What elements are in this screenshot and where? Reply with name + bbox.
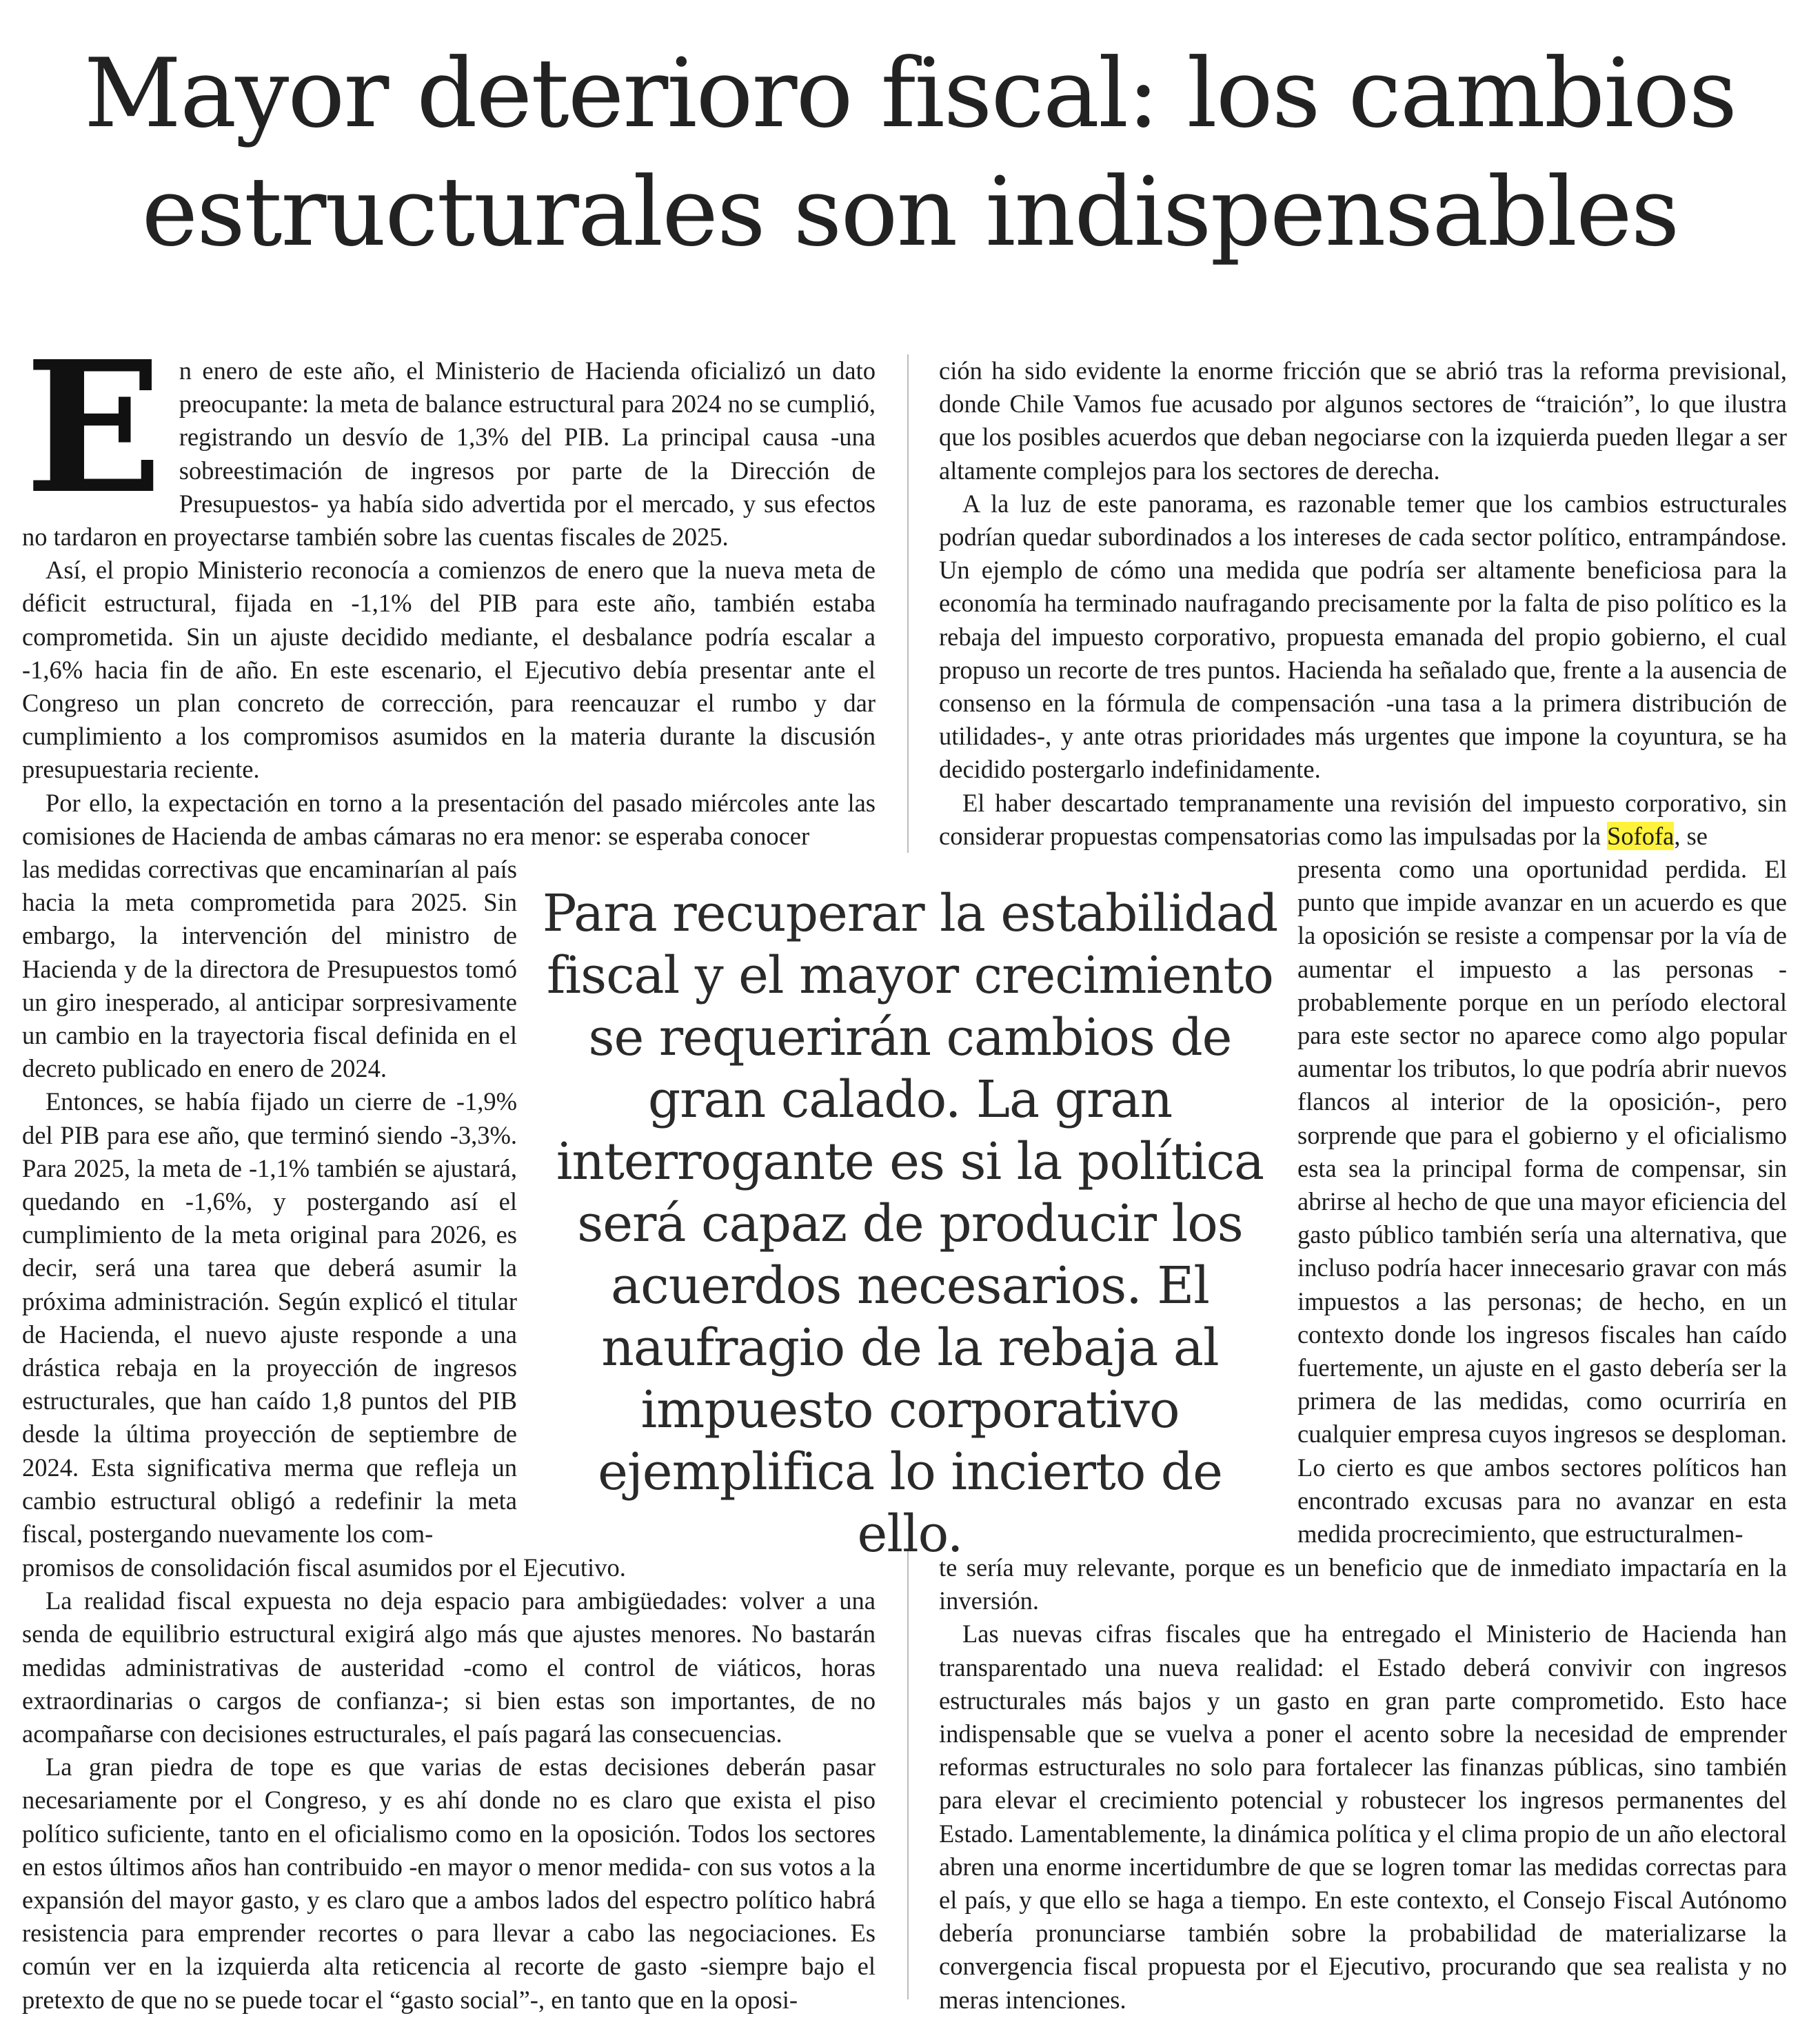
paragraph-text: , se bbox=[1674, 821, 1708, 850]
column-divider bbox=[907, 1551, 909, 1999]
headline: Mayor deterioro fiscal: los cambios estructurales son indispensables bbox=[83, 38, 1737, 268]
article-column-left-top bbox=[22, 321, 876, 853]
paragraph: ción ha sido evidente la enorme fricción que se abrió tras la reforma previsional, donde Chile Vamos fue acusado por algunos sectores de “traición”, lo que ilustra que los posibles acuerdos que deban negociarse con la izquierda pueden llegar a ser altamente complejos para los sectores de derecha. bbox=[939, 356, 1787, 485]
article-column-left-mid bbox=[22, 853, 517, 1551]
paragraph: promisos de consolidación fiscal asumidos por el Ejecutivo. bbox=[22, 1553, 626, 1582]
paragraph: La realidad fiscal expuesta no deja espacio para ambigüedades: volver a una senda de equilibrio estructural exigirá algo más que ajustes menores. No bastarán medidas administrativas de austeridad -como el control de viáticos, horas extraordinarias o cargos de confianza-; si bien estas son importantes, de no acompañarse con decisiones estructurales, el país pagará las consecuencias. bbox=[22, 1586, 876, 1748]
paragraph: Por ello, la expectación en torno a la presentación del pasado miércoles ante las comisiones de Hacienda de ambas cámaras no era menor: se esperaba conocer bbox=[22, 788, 876, 850]
paragraph: presenta como una oportunidad perdida. El punto que impide avanzar en un acuerdo es que la oposición se resiste a compensar por la vía de aumentar el impuesto a las personas -probablemente porque en un período electoral para este sector no aparece como algo popular aumentar los tributos, lo que podría abrir nuevos flancos al interior de la oposición-, pero sorprende que para el gobierno y el oficialismo esta sea la principal forma de compensar, sin abrirse al hecho de que una mayor eficiencia del gasto público también sería una alternativa, que incluso podría hacer innecesario gravar con más impuestos a las personas; de hecho, en un contexto donde los ingresos fiscales han caído fuertemente, un ajuste en el gasto debería ser la primera de las medidas, como ocurriría en cualquier empresa cuyos ingresos se desploman. Lo cierto es que ambos sectores políticos han encontrado excusas para no avanzar en esta medida procrecimiento, que estructuralmen- bbox=[1297, 855, 1787, 1548]
article-column-right-top bbox=[939, 354, 1787, 853]
highlighted-term: Sofofa bbox=[1607, 821, 1675, 850]
article-column-right-bottom bbox=[939, 1551, 1787, 2017]
drop-cap: E bbox=[25, 321, 163, 534]
paragraph-text: n enero de este año, el Ministerio de Hacienda oficializó un dato preocupante: la meta de balance estructural para 2024 no se cumplió, registrando un desvío de 1,3% del PIB. La principal causa -una sobreestimación de ingresos por parte de la Dirección de Presupuestos- ya había sido advertida por el mercado, y sus efectos no tardaron en proyectarse también sobre las cuentas fiscales de 2025. bbox=[22, 356, 876, 552]
paragraph: La gran piedra de tope es que varias de estas decisiones deberán pasar necesariamente por el Congreso, y es ahí donde no es claro que exista el piso político suficiente, tanto en el oficialismo como en la oposición. Todos los sectores en estos últimos años han contribuido -en mayor o menor medida- con sus votos a la expansión del mayor gasto, y es claro que a ambos lados del espectro político habrá resistencia para emprender recortes o para llevar a cabo las negociaciones. Es común ver en la izquierda alta reticencia al recorte de gasto -siempre bajo el pretexto de que no se puede tocar el “gasto social”-, en tanto que en la oposi- bbox=[22, 1753, 876, 2014]
article-column-left-bottom bbox=[22, 1551, 876, 2017]
column-divider bbox=[907, 354, 909, 853]
paragraph bbox=[939, 787, 1787, 853]
paragraph: las medidas correctivas que encaminarían al país hacia la meta comprometida para 2025. Sin embargo, la intervención del ministro de Hacienda y de la directora de Presupuestos tomó un giro inesperado, al anticipar sorpresivamente un cambio en la trayectoria fiscal definida en el decreto publicado en enero de 2024. bbox=[22, 855, 517, 1083]
article-column-right-mid bbox=[1297, 853, 1787, 1551]
pull-quote: Para recuperar la estabilidad fiscal y el mayor crecimiento se requerirán cambios de gran calado. La gran interrogante es si la política será capaz de producir los acuerdos necesarios. El naufragio de la rebaja al impuesto corporativo ejemplifica lo incierto de ello. bbox=[542, 884, 1278, 1564]
paragraph: Entonces, se había fijado un cierre de -1,9% del PIB para ese año, que terminó siendo -3,3%. Para 2025, la meta de -1,1% también se ajustará, quedando en -1,6%, y postergando así el cumplimiento de la meta original para 2026, es decir, será una tarea que deberá asumir la próxima administración. Según explicó el titular de Hacienda, el nuevo ajuste responde a una drástica rebaja en la proyección de ingresos estructurales, que han caído 1,8 puntos del PIB desde la última proyección de septiembre de 2024. Esta significativa merma que refleja un cambio estructural obligó a redefinir la meta fiscal, postergando nuevamente los com- bbox=[22, 1087, 517, 1548]
paragraph: A la luz de este panorama, es razonable temer que los cambios estructurales podrían quedar subordinados a los intereses de cada sector político, entrampándose. Un ejemplo de cómo una medida que podría ser altamente beneficiosa para la economía ha terminado naufragando precisamente por la falta de piso político es la rebaja del impuesto corporativo, propuesta emanada del propio gobierno, el cual propuso un recorte de tres puntos. Hacienda ha señalado que, frente a la ausencia de consenso en la fórmula de compensación -una tasa a la primera distribución de utilidades-, y ante otras prioridades más urgentes que impone la coyuntura, se ha decidido postergarlo indefinidamente. bbox=[939, 489, 1787, 784]
paragraph: Así, el propio Ministerio reconocía a comienzos de enero que la nueva meta de déficit estructural, fijada en -1,1% del PIB para este año, también estaba comprometida. Sin un ajuste decidido mediante, el desbalance podría escalar a -1,6% hacia fin de año. En este escenario, el Ejecutivo debía presentar ante el Congreso un plan concreto de corrección, para reencauzar el rumbo y dar cumplimiento a los compromisos asumidos en la materia durante la discusión presupuestaria reciente. bbox=[22, 556, 876, 784]
paragraph: te sería muy relevante, porque es un beneficio que de inmediato impactaría en la inversión. bbox=[939, 1553, 1787, 1615]
paragraph: Las nuevas cifras fiscales que ha entregado el Ministerio de Hacienda han transparentado una nueva realidad: el Estado deberá convivir con ingresos estructurales más bajos y un gasto en gran parte comprometido. Esto hace indispensable que se vuelva a poner el acento sobre la necesidad de emprender reformas estructurales no solo para fortalecer las finanzas públicas, sino también para elevar el crecimiento potencial y robustecer los ingresos permanentes del Estado. Lamentablemente, la dinámica política y el clima propio de un año electoral abren una enorme incertidumbre de que se logren tomar las medidas correctas para el país, y que ello se haga a tiempo. En este contexto, el Consejo Fiscal Autónomo debería pronunciarse también sobre la probabilidad de materializarse la convergencia fiscal propuesta por el Ejecutivo, procurando que sea realista y no meras intenciones. bbox=[939, 1620, 1787, 2014]
paragraph-text: El haber descartado tempranamente una revisión del impuesto corporativo, sin considerar propuestas compensatorias como las impulsadas por la bbox=[939, 788, 1787, 850]
paragraph bbox=[22, 321, 876, 554]
